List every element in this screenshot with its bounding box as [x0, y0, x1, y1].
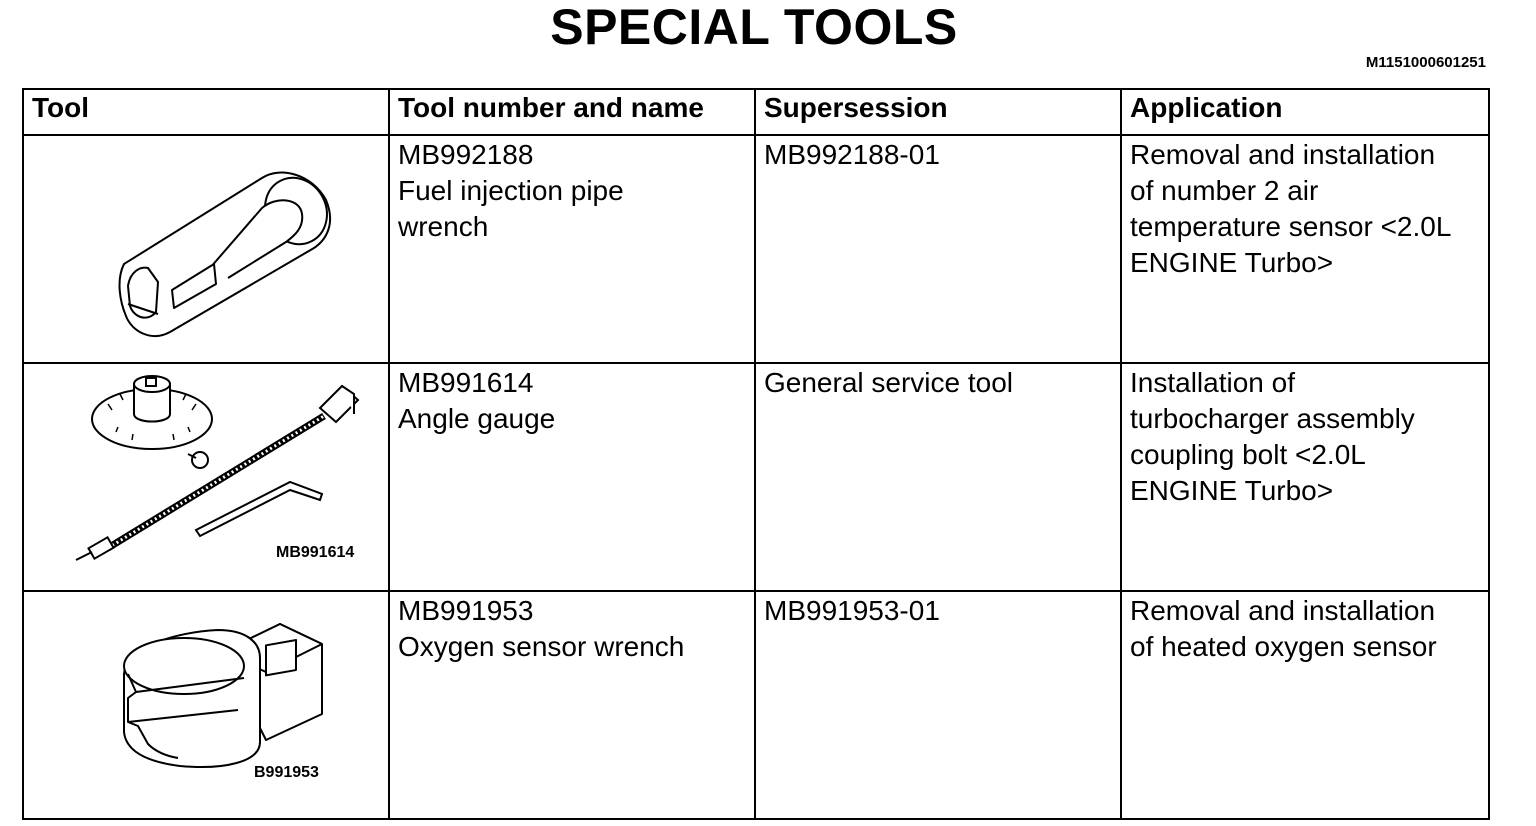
tool-number-name-cell [389, 363, 755, 591]
application-cell [1121, 135, 1489, 363]
table-row [23, 363, 1489, 591]
oxygen-sensor-wrench-icon [24, 592, 388, 817]
supersession-cell: MB992188-01 [755, 135, 1121, 363]
column-header-tool: Tool [23, 89, 389, 135]
tool-number: MB991614 [398, 367, 534, 398]
application-line: of heated oxygen sensor [1130, 631, 1437, 662]
tool-name-line: Angle gauge [398, 403, 556, 434]
application-line: temperature sensor <2.0L [1130, 211, 1452, 242]
application-line: ENGINE Turbo> [1130, 475, 1334, 506]
tool-number: MB992188 [398, 139, 534, 170]
table-row [23, 135, 1489, 363]
tool-number: MB991953 [398, 595, 534, 626]
supersession-cell: General service tool [755, 363, 1121, 591]
application-line: coupling bolt <2.0L [1130, 439, 1366, 470]
table-row [23, 591, 1489, 819]
tool-image-cell [23, 363, 389, 591]
tool-image-cell [23, 135, 389, 363]
tool-name-line: Fuel injection pipe [398, 175, 624, 206]
application-line: ENGINE Turbo> [1130, 247, 1334, 278]
tool-image-cell [23, 591, 389, 819]
application-line: Installation of [1130, 367, 1295, 398]
supersession-cell: MB991953-01 [755, 591, 1121, 819]
table-header-row [23, 89, 1489, 135]
special-tools-table [22, 88, 1490, 820]
tool-number-name-cell [389, 135, 755, 363]
application-cell [1121, 591, 1489, 819]
application-line: of number 2 air [1130, 175, 1319, 206]
application-line: Removal and installation [1130, 139, 1436, 170]
tool-image-label: MB991614 [276, 544, 355, 561]
application-line: turbocharger assembly [1130, 403, 1415, 434]
tool-name-line: wrench [398, 211, 489, 242]
socket-wrench-icon [24, 136, 388, 361]
column-header-application: Application [1121, 89, 1489, 135]
column-header-tool-number-name: Tool number and name [389, 89, 755, 135]
application-line: Removal and installation [1130, 595, 1436, 626]
column-header-supersession: Supersession [755, 89, 1121, 135]
tool-number-name-cell [389, 591, 755, 819]
document-id: M1151000601251 [1365, 54, 1486, 71]
application-cell [1121, 363, 1489, 591]
tool-image-label: B991953 [254, 764, 319, 781]
page-title: SPECIAL TOOLS [550, 0, 958, 55]
tool-name-line: Oxygen sensor wrench [398, 631, 685, 662]
